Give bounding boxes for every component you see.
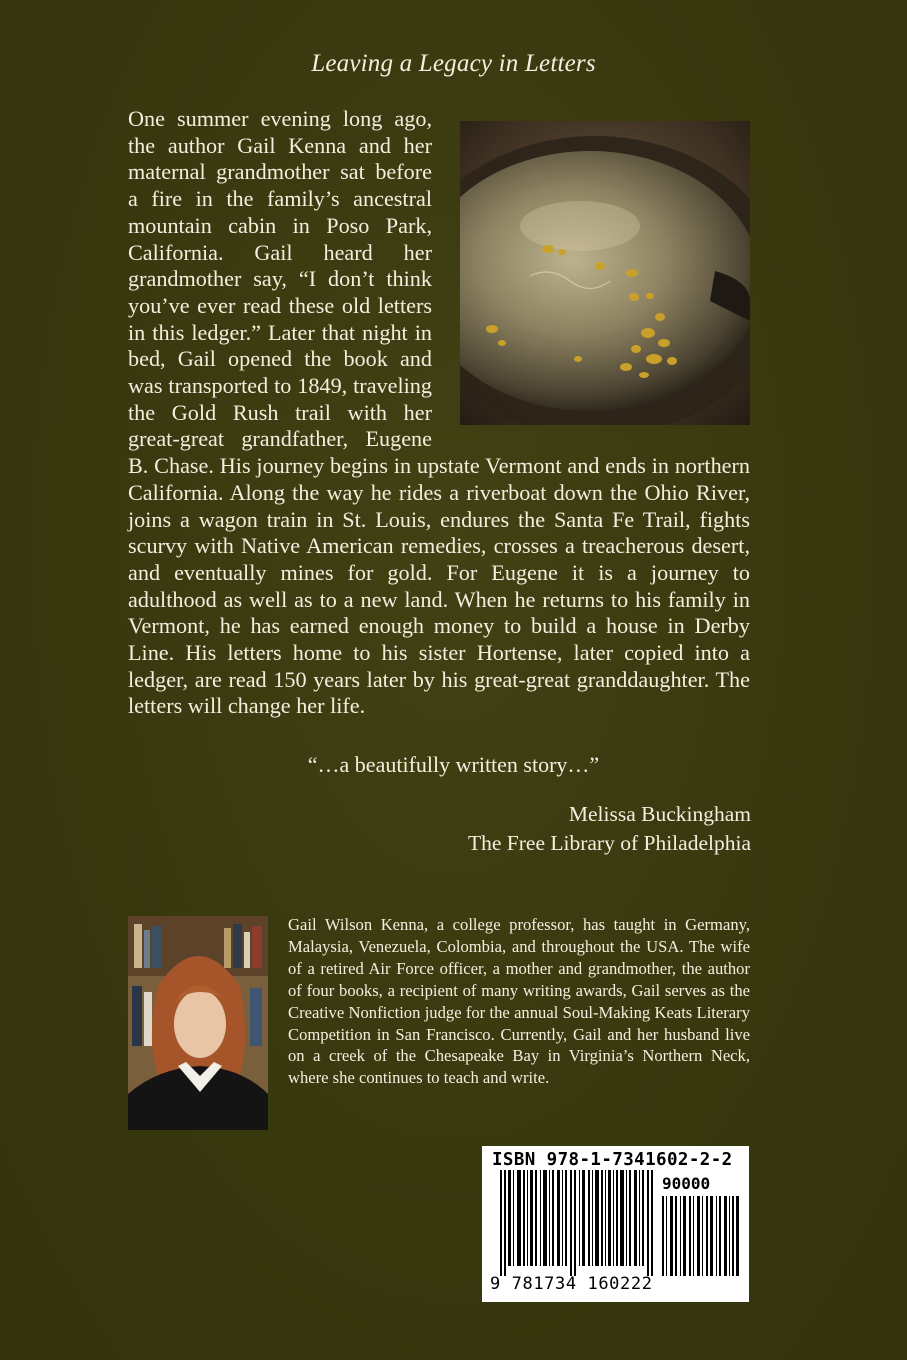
gold-pan-image xyxy=(460,121,750,425)
description-block xyxy=(128,106,750,720)
author-bio: Gail Wilson Kenna, a college professor, has taught in Germany, Malaysia, Venezuela, Colombia, and throughout the USA. The wife of a retired Air Force officer, a mother and grandmother, the author of four books, a recipient of many writing awards, Gail serves as the Creative Nonfiction judge for the annual Soul-Making Keats Literary Competition in San Francisco. Currently, Gail and her husband live on a creek of the Chesapeake Bay in Virginia’s Northern Neck, where she continues to teach and write. xyxy=(288,915,750,1088)
ean-digits: 9 781734 160222 xyxy=(490,1274,653,1294)
reviewer-affiliation: The Free Library of Philadelphia xyxy=(468,831,751,855)
ean-barcode-bars xyxy=(500,1170,655,1276)
author-photo xyxy=(128,916,268,1130)
isbn-barcode xyxy=(482,1146,749,1302)
price-barcode-bars xyxy=(662,1196,740,1276)
description-text: One summer evening long ago, the author Gail Kenna and her maternal grandmother sat before a fire in the family’s ancestral mountain cabin in Poso Park, California. Gail heard her grandmother say, “I don’t think you’ve ever read these old letters in this ledger.” Later that night in bed, Gail opened the book and was transported to 1849, traveling the Gold Rush trail with her great-great grandfather, Eugene B. Chase. His journey begins in upstate Vermont and ends in northern California. Along the way he rides a riverboat down the Ohio River, joins a wagon train in St. Louis, endures the Santa Fe Trail, fights scurvy with Native American remedies, crosses a treacherous desert, and eventually mines for gold. For Eugene it is a journey to adulthood as well as to a new land. When he returns to his family in Vermont, he has earned enough money to build a house in Derby Line. His letters home to his sister Hortense, later copied into a ledger, are read 150 years later by his great-great granddaughter. The letters will change her life. xyxy=(128,106,750,719)
price-code: 90000 xyxy=(662,1174,711,1193)
reviewer-name: Melissa Buckingham xyxy=(568,802,751,826)
cover-heading: Leaving a Legacy in Letters xyxy=(311,50,596,77)
gold-pan-photo xyxy=(460,121,750,425)
review-quote: “…a beautifully written story…” xyxy=(307,752,600,777)
isbn-text: ISBN 978-1-7341602-2-2 xyxy=(492,1150,733,1170)
review-attribution xyxy=(300,800,751,858)
